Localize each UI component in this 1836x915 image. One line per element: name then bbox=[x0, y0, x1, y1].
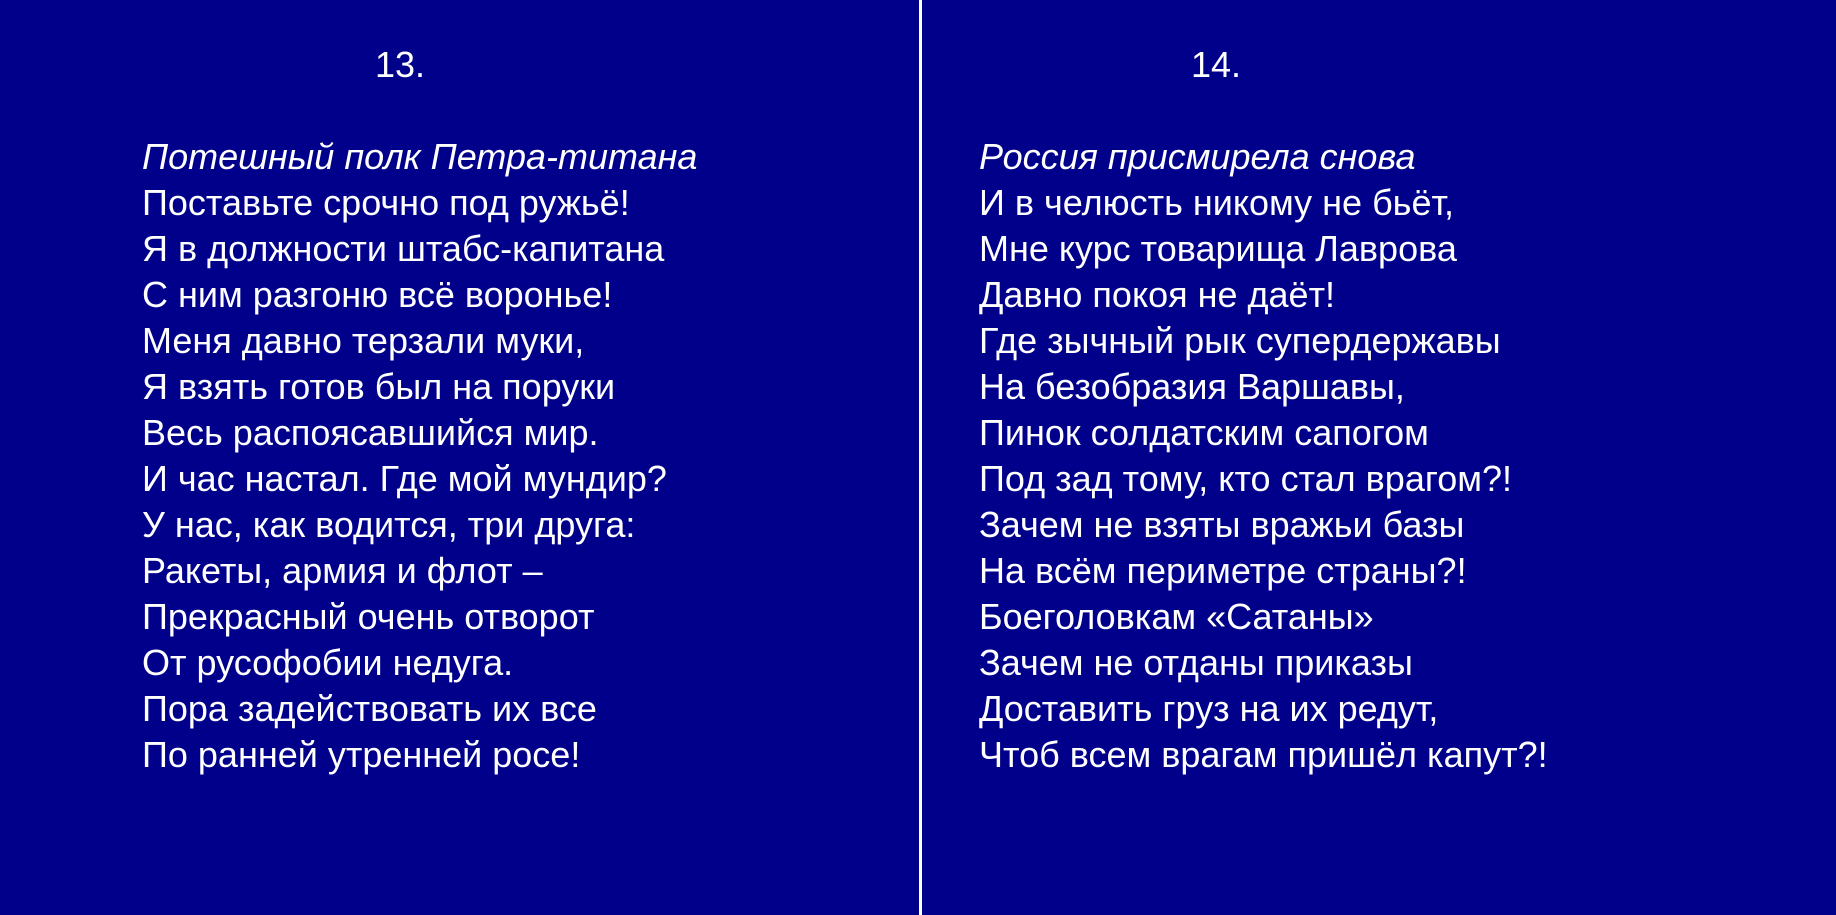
poem-line: Я взять готов был на поруки bbox=[142, 366, 616, 407]
poem-line: Зачем не взяты вражьи базы bbox=[979, 504, 1465, 545]
poem-line: И в челюсть никому не бьёт, bbox=[979, 182, 1454, 223]
poem-number: 14. bbox=[1191, 44, 1242, 85]
poem-line: Поставьте срочно под ружьё! bbox=[142, 182, 630, 223]
poem-lines bbox=[142, 134, 697, 778]
poem-number: 13. bbox=[375, 44, 426, 85]
poem-line: Меня давно терзали муки, bbox=[142, 320, 585, 361]
poem-line: Давно покоя не даёт! bbox=[979, 274, 1336, 315]
poem-line: Мне курс товарища Лаврова bbox=[979, 228, 1457, 269]
poem-line: У нас, как водится, три друга: bbox=[142, 504, 636, 545]
poem-line: Боеголовкам «Сатаны» bbox=[979, 596, 1374, 637]
poem-lines bbox=[979, 134, 1548, 778]
poem-line: Я в должности штабс-капитана bbox=[142, 228, 665, 269]
poem-line: Доставить груз на их редут, bbox=[979, 688, 1439, 729]
poem-line: Чтоб всем врагам пришёл капут?! bbox=[979, 734, 1548, 775]
column-divider bbox=[919, 0, 922, 915]
poem-line: С ним разгоню всё воронье! bbox=[142, 274, 613, 315]
poem-line: Пора задействовать их все bbox=[142, 688, 597, 729]
poem-line: По ранней утренней росе! bbox=[142, 734, 581, 775]
poem-line: Под зад тому, кто стал врагом?! bbox=[979, 458, 1512, 499]
poem-line: Пинок солдатским сапогом bbox=[979, 412, 1429, 453]
poem-line: Потешный полк Петра-титана bbox=[142, 136, 698, 177]
poem-line: Россия присмирела снова bbox=[979, 136, 1416, 177]
poem-line: Прекрасный очень отворот bbox=[142, 596, 595, 637]
poem-line: Ракеты, армия и флот – bbox=[142, 550, 543, 591]
poem-line: Зачем не отданы приказы bbox=[979, 642, 1413, 683]
poem-line: На безобразия Варшавы, bbox=[979, 366, 1405, 407]
poem-line: От русофобии недуга. bbox=[142, 642, 514, 683]
poem-line: Где зычный рык супердержавы bbox=[979, 320, 1501, 361]
poem-line: На всём периметре страны?! bbox=[979, 550, 1467, 591]
poem-line: Весь распоясавшийся мир. bbox=[142, 412, 599, 453]
poem-line: И час настал. Где мой мундир? bbox=[142, 458, 667, 499]
